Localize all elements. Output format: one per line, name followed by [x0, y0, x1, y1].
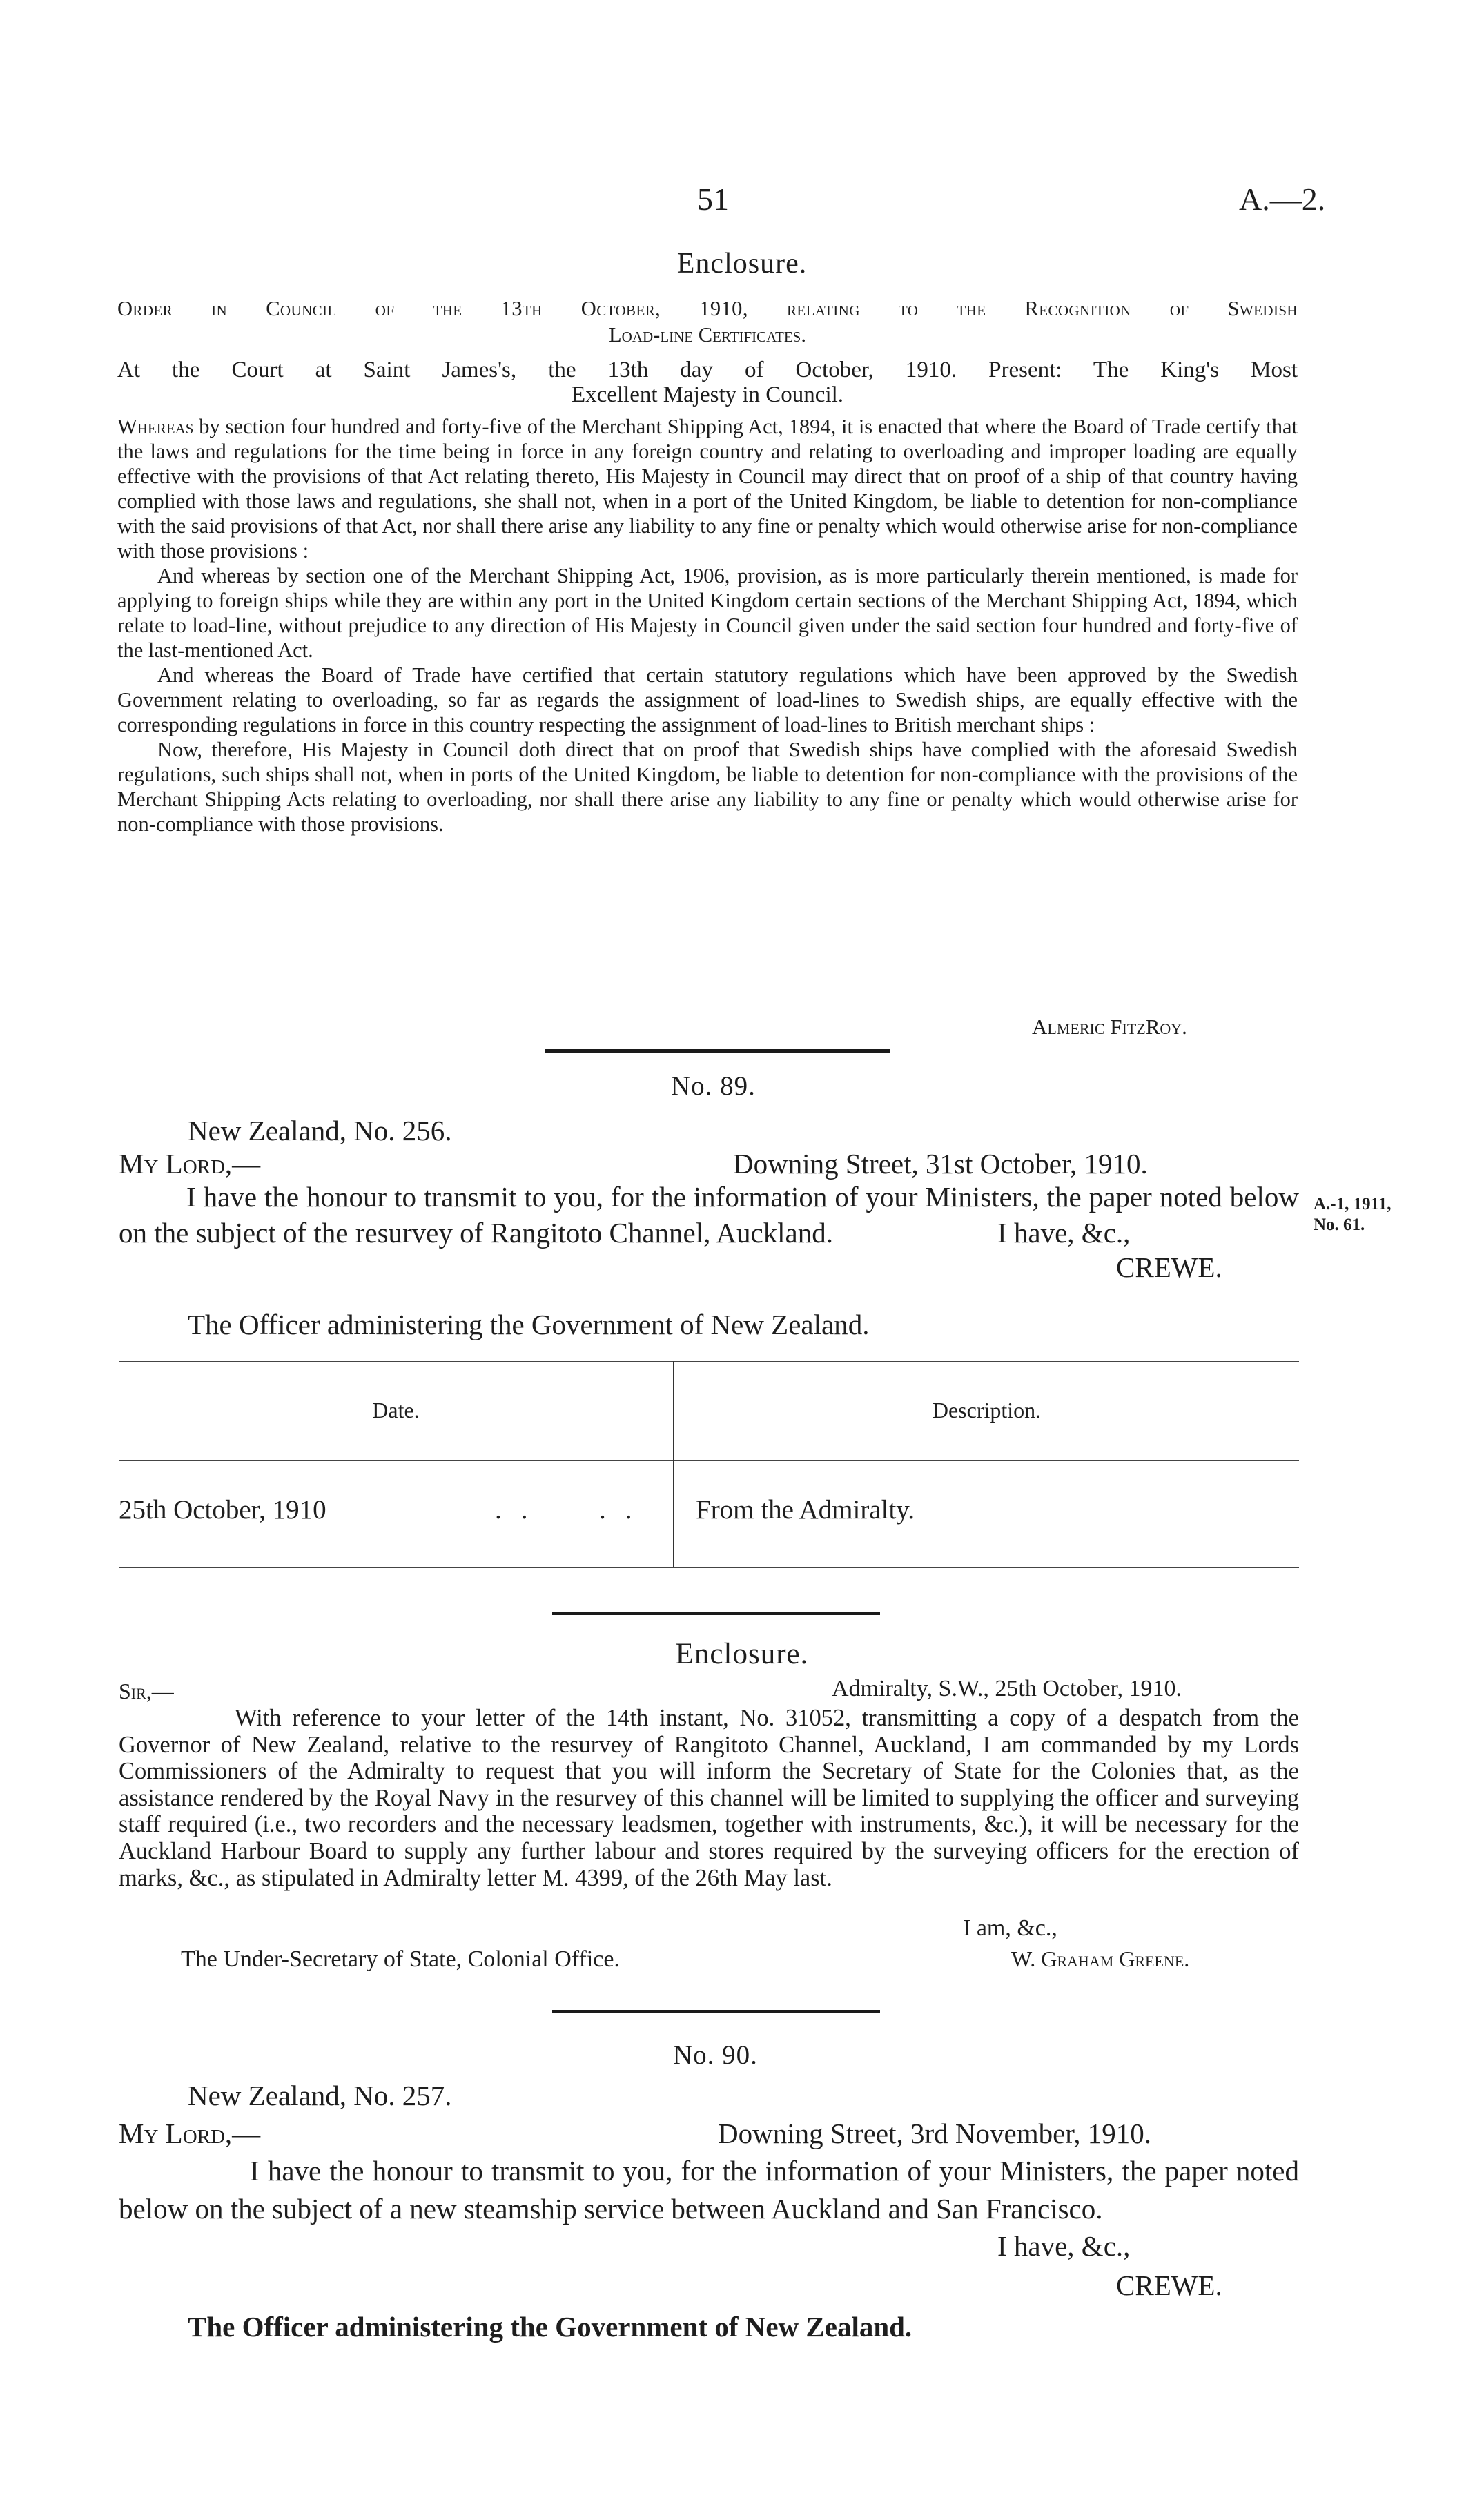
dispatch-90-signature: CREWE. — [1116, 2269, 1222, 2301]
table-header-rule — [119, 1460, 1299, 1461]
enclosure-heading: Enclosure. — [676, 248, 808, 280]
margin-reference-line-1: A.-1, 1911, — [1314, 1195, 1392, 1213]
table-header-description: Description. — [932, 1398, 1042, 1423]
table-header-date: Date. — [372, 1398, 420, 1423]
dispatch-90-salutation: My Lord,— — [119, 2118, 261, 2149]
admiralty-addressee: The Under-Secretary of State, Colonial Office. — [181, 1946, 620, 1972]
admiralty-signature: W. Graham Greene. — [1011, 1946, 1190, 1971]
admiralty-closing: I am, &c., — [963, 1915, 1057, 1941]
dispatch-90-body: I have the honour to transmit to you, for the information of your Ministers, the paper noted below on the subject of a new steamship service between Auckland and San Francisco. — [119, 2155, 1299, 2225]
table-row — [119, 1494, 1299, 1536]
section-divider — [545, 1049, 890, 1053]
dispatch-89-salutation: My Lord,— — [119, 1148, 261, 1180]
admiralty-place-date: Admiralty, S.W., 25th October, 1910. — [832, 1676, 1182, 1701]
dispatch-89-body: I have the honour to transmit to you, for the information of your Ministers, the paper noted below on the subject of the resurvey of Rangitoto Channel, Auckland. — [119, 1181, 1299, 1249]
dispatch-89-place-date: Downing Street, 31st October, 1910. — [733, 1148, 1148, 1180]
order-body — [117, 414, 1298, 837]
order-paragraph-4: Now, therefore, His Majesty in Council doth direct that on proof that Swedish ships have complied with the aforesaid Swedish regulations, such ships shall not, when in ports of the United Kingdom, be liable to detention for non-compliance with the provisions of the Merchant Shipping Acts relating to overloading, nor shall there arise any liability to any fine or penalty which would otherwise arise for non-compliance with those provisions. — [117, 738, 1298, 836]
court-line-2: Excellent Majesty in Council. — [571, 382, 844, 407]
table-column-rule — [673, 1361, 674, 1567]
dispatch-90-addressee: The Officer administering the Government of New Zealand. — [188, 2311, 912, 2343]
dispatch-90-closing: I have, &c., — [997, 2230, 1131, 2262]
order-paragraph-2: And whereas by section one of the Merchant Shipping Act, 1906, provision, as is more particularly therein mentioned, is made for applying to foreign ships while they are within any port in the United Kingdom certain sections of the Merchant Shipping Act, 1894, which relate to load-line, without prejudice to any direction of His Majesty in Council given under the said section four hundred and forty-five of the last-mentioned Act. — [117, 564, 1298, 662]
section-divider — [552, 1612, 880, 1615]
dispatch-90-number: No. 90. — [673, 2040, 758, 2070]
admiralty-salutation: Sir,— — [119, 1679, 174, 1703]
dispatch-89-closing: I have, &c., — [997, 1217, 1131, 1249]
dispatch-90-place-date: Downing Street, 3rd November, 1910. — [718, 2118, 1152, 2149]
dispatch-89-addressee: The Officer administering the Government of New Zealand. — [188, 1309, 870, 1340]
document-reference: A.—2. — [1239, 182, 1326, 217]
table-top-rule — [119, 1361, 1299, 1362]
section-divider — [552, 2010, 880, 2013]
table-cell-description: From the Admiralty. — [696, 1495, 915, 1525]
dispatch-89-number: No. 89. — [671, 1071, 756, 1101]
page-number: 51 — [697, 182, 729, 217]
order-signature: Almeric FitzRoy. — [1032, 1015, 1187, 1039]
order-title-line-1: Order in Council of the 13th October, 1910, relating to the Recognition of Swedish — [117, 297, 1298, 320]
court-line-1: At the Court at Saint James's, the 13th day of October, 1910. Present: The King's Most — [117, 358, 1298, 382]
margin-reference — [1314, 1194, 1392, 1235]
dispatch-89-signature: CREWE. — [1116, 1251, 1222, 1283]
order-paragraph-1-text: by section four hundred and forty-five of the Merchant Shipping Act, 1894, it is enacted that where the Board of Trade certify that the laws and regulations for the time being in force in any foreign country and relating to overloading and improper loading are equally effective with the provisions of that Act relating thereto, His Majesty in Council may direct that on proof of a ship of that country having complied with those laws and regulations, she shall not, when in a port of the United Kingdom, be liable to detention for non-compliance with the said provisions of that Act, nor shall there arise any liability to any fine or penalty which would otherwise arise for non-compliance with those provisions : — [117, 415, 1298, 563]
margin-reference-line-2: No. 61. — [1314, 1215, 1365, 1234]
whereas-lead: Whereas — [117, 415, 194, 438]
table-bottom-rule — [119, 1567, 1299, 1568]
table-leader-dots: .. .. — [495, 1495, 652, 1525]
dispatch-90-ref: New Zealand, No. 257. — [188, 2080, 452, 2111]
admiralty-body: With reference to your letter of the 14th instant, No. 31052, transmitting a copy of a despatch from the Governor of New Zealand, relative to the resurvey of Rangitoto Channel, Auckland, I am commanded by my Lords Commissioners of the Admiralty to request that you will inform the Secretary of State for the Colonies that, as the assistance rendered by the Royal Navy in the resurvey of this channel will be limited to supplying the officer and surveying staff required (i.e., two recorders and the necessary leadsmen, together with instruments, &c.), it will be necessary for the Auckland Harbour Board to supply any further labour and stores required by the surveying officers for the erection of marks, &c., as stipulated in Admiralty letter M. 4399, of the 26th May last. — [119, 1705, 1299, 1891]
admiralty-enclosure-heading: Enclosure. — [675, 1638, 809, 1670]
order-paragraph-3: And whereas the Board of Trade have certified that certain statutory regulations which have been approved by the Swedish Government relating to overloading, so far as regards the assignment of load-lines to Swedish ships, are equally effective with the corresponding regulations in force in this country respecting the assignment of load-lines to British merchant ships : — [117, 663, 1298, 736]
order-paragraph-1 — [117, 414, 1298, 563]
order-title — [117, 295, 1298, 348]
table-cell-date: 25th October, 1910 — [119, 1495, 326, 1525]
court-line — [117, 358, 1298, 407]
order-title-line-2: Load-line Certificates. — [609, 323, 806, 346]
dispatch-89-ref: New Zealand, No. 256. — [188, 1115, 452, 1146]
